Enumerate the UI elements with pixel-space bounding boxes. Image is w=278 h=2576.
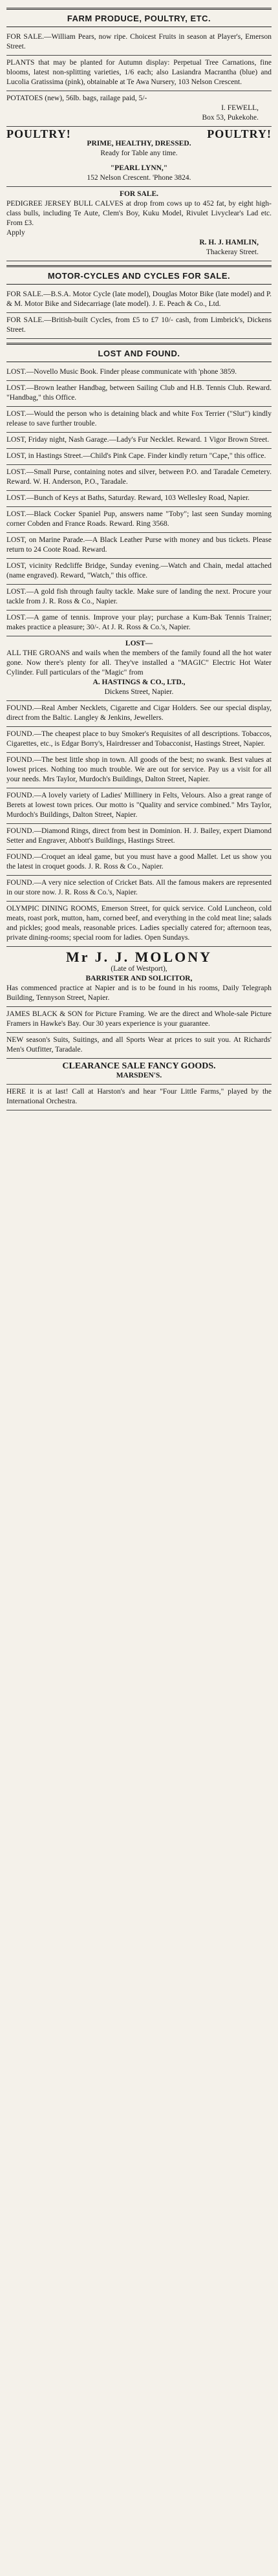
lost-ad: LOST.—Bunch of Keys at Baths, Saturday. Reward, 103 Wellesley Road, Napier. [6,491,272,507]
lost-ad: LOST.—Black Cocker Spaniel Pup, answers name "Toby"; last seen Sunday morning corner Cobden and France Roads. Reward. Ring 3568. [6,507,272,533]
found-ad: FOUND.—Real Amber Necklets, Cigarette and Cigar Holders. See our special display, direct from the Baltic. Langley & Jenkins, Jewellers. [6,701,272,727]
classified-ad: FOR SALE.—British-built Cycles, from £5 to £7 10/- cash, from Limbrick's, Dickens Street. [6,313,272,339]
lost-ad: LOST.—A gold fish through faulty tackle. Make sure of landing the next. Procure your tackle from J. R. Ross & Co., Napier. [6,585,272,611]
lost-ad: LOST, Friday night, Nash Garage.—Lady's Fur Necklet. Reward. 1 Vigor Brown Street. [6,433,272,449]
found-ad: FOUND.—A very nice selection of Cricket Bats. All the famous makers are represented in our store now. J. R. Ross & Co.'s, Napier. [6,876,272,902]
groans-ad: LOST— ALL THE GROANS and wails when the members of the family found all the hot water gone. Now there's plenty for all. They've installed a "MAGIC" Electric Hot Water Cylinder. Full particulars of the "Magic" from A. HASTINGS & CO., LTD., Dickens Street, Napier. [6,636,272,701]
lost-ad: LOST.—Small Purse, containing notes and silver, between P.O. and Taradale Cemetery. Reward. W. H. Anderson, P.O., Taradale. [6,465,272,491]
found-ad: FOUND.—The best little shop in town. All goods of the best; no swank. Best values at lowest prices. Nothing too much trouble. We are out for service. Pay us a visit for all your needs. Mrs Taylor, Murdoch's Buildings, Dalton Street, Napier. [6,753,272,788]
lost-ad: LOST, in Hastings Street.—Child's Pink Cape. Finder kindly return "Cape," this office. [6,449,272,465]
lost-ad: LOST.—Brown leather Handbag, between Sailing Club and H.B. Tennis Club. Reward. "Handbag," this Office. [6,381,272,407]
section-header-farm: FARM PRODUCE, POULTRY, ETC. [6,8,272,27]
harston-ad: HERE it is at last! Call at Harston's and hear "Four Little Farms," played by the International Orchestra. [6,1085,272,1110]
classified-ad: FOR SALE.—B.S.A. Motor Cycle (late model), Douglas Motor Bike (late model) and P. & M. Motor Bike and Sidecarriage (late model). J. E. Peach & Co., Ltd. [6,287,272,313]
molony-ad: Mr J. J. MOLONY (Late of Westport), BARRISTER AND SOLICITOR, Has commenced practice at Napier and is to be found in his rooms, Daily Telegraph Building, Tennyson Street, Napier. [6,947,272,1007]
lost-ad: LOST, vicinity Redcliffe Bridge, Sunday evening.—Watch and Chain, medal attached (name engraved). Reward, "Watch," this office. [6,559,272,585]
lost-ad: LOST.—Novello Music Book. Finder please communicate with 'phone 3859. [6,365,272,381]
lost-ad: LOST.—A game of tennis. Improve your play; purchase a Kum-Bak Tennis Trainer; makes practice a pleasure; 30/-. At J. R. Ross & Co.'s, Napier. [6,611,272,636]
found-ad: FOUND.—Croquet an ideal game, but you must have a good Mallet. Let us show you the latest in croquet goods. J. R. Ross & Co., Napier. [6,850,272,876]
calves-ad: FOR SALE. PEDIGREE JERSEY BULL CALVES at drop from cows up to 452 fat, by eight high-class bulls, including Te Aute, Clem's Boy, Kuku Model, Rivulet Livyclear's Lad etc. From £3. Apply R. H. J. HAMLIN, Thackeray Street. [6,187,272,261]
potatoes-ad: POTATOES (new), 56lb. bags, railage paid, 5/- I. FEWELL, Box 53, Pukekohe. [6,91,272,127]
olympic-dining-ad: OLYMPIC DINING ROOMS, Emerson Street, for quick service. Cold Luncheon, cold meats, roast pork, mutton, ham, corned beef, and everything in the cold meat line; salads and pickles; good meals, reasonable prices. Ladies specially catered for; afternoon teas, private dining-rooms; special room for ladies. Open Sundays. [6,902,272,947]
clearance-ad: CLEARANCE SALE FANCY GOODS. MARSDEN'S. [6,1059,272,1085]
found-ad: FOUND.—The cheapest place to buy Smoker's Requisites of all descriptions. Tobaccos, Cigarettes, etc., is Edgar Borry's, Hairdresser and Tobacconist, Hastings Street, Napier. [6,727,272,753]
lost-ad: LOST.—Would the person who is detaining black and white Fox Terrier ("Slut") kindly release to save further trouble. [6,407,272,433]
classified-ad: FOR SALE.—William Pears, now ripe. Choicest Fruits in season at Player's, Emerson Street. [6,30,272,56]
lost-ad: LOST, on Marine Parade.—A Black Leather Purse with money and bus tickets. Please return to 24 Coote Road. Reward. [6,533,272,559]
classified-ad: NEW season's Suits, Suitings, and all Sports Wear at prices to suit you. At Richards' Men's Outfitter, Taradale. [6,1033,272,1059]
classified-ad: JAMES BLACK & SON for Picture Framing. We are the direct and Whole-sale Picture Framers in Hawke's Bay. Our 30 years experience is your guarantee. [6,1007,272,1033]
section-header-motor: MOTOR-CYCLES AND CYCLES FOR SALE. [6,265,272,285]
found-ad: FOUND.—Diamond Rings, direct from best in Dominion. H. J. Bailey, expert Diamond Setter and Engraver, Abbott's Buildings, Hastings Street. [6,824,272,850]
classified-ad: PLANTS that may be planted for Autumn display: Perpetual Tree Carnations, fine blooms, latest non-splitting varieties, 1/6 each; also Lasiandra Macrantha (blue) and Lucolia Gratissima (pink), obtainable at Te Awa Nursery, 103 Nelson Crescent. [6,56,272,91]
section-header-lost-found: LOST AND FOUND. [6,343,272,362]
poultry-ad: POULTRY! POULTRY! PRIME, HEALTHY, DRESSED. Ready for Table any time. "PEARL LYNN," 152 Nelson Crescent. 'Phone 3824. [6,127,272,187]
found-ad: FOUND.—A lovely variety of Ladies' Millinery in Felts, Velours. Also a great range of Berets at lowest town prices. Our motto is "Quality and service combined." Mrs Taylor, Murdoch's Buildings, Dalton Street, Napier. [6,788,272,824]
